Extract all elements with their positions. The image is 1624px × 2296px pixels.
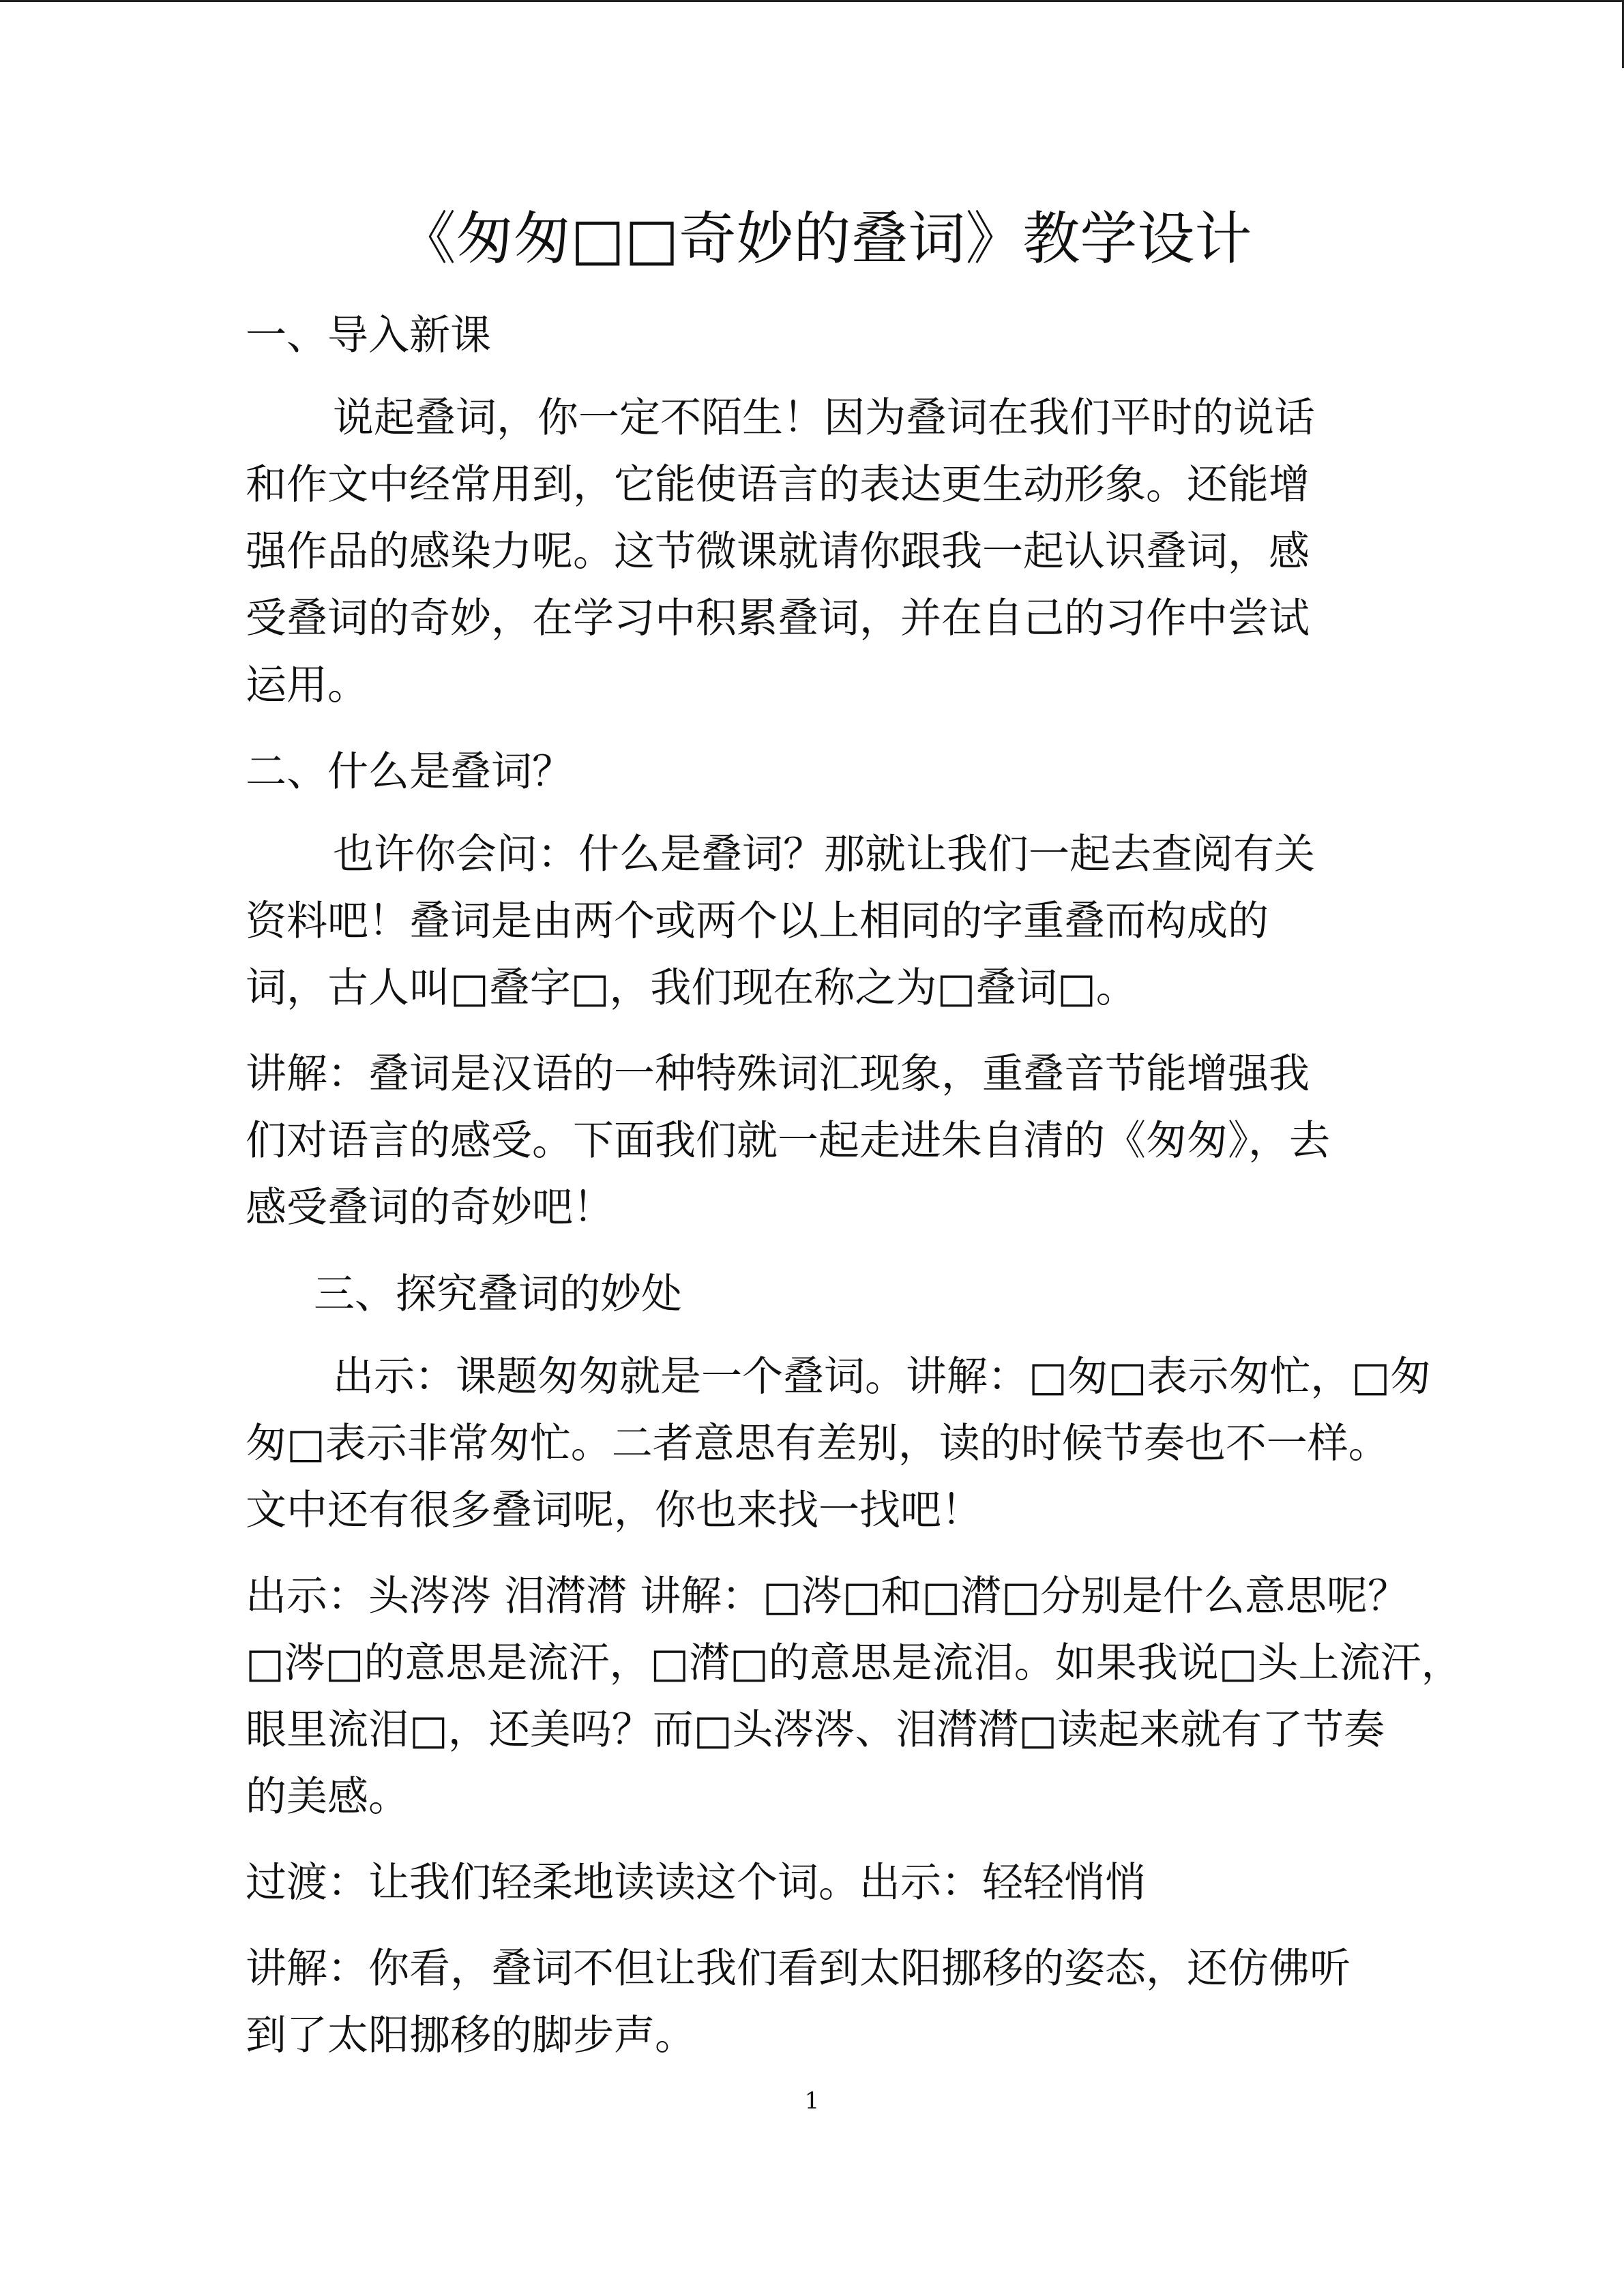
text-line: 受叠词的奇妙，在学习中积累叠词，并在自己的习作中尝试 — [246, 595, 1310, 642]
text-line: 运用。 — [246, 661, 368, 709]
text-line: 词，古人叫□叠字□，我们现在称之为□叠词□。 — [246, 964, 1137, 1012]
intro-paragraph — [246, 385, 1405, 719]
example-paragraph — [246, 1563, 1462, 1830]
section-heading-definition: 二、什么是叠词？ — [246, 748, 573, 796]
closing-paragraph — [246, 1935, 1405, 2069]
text-line: 说起叠词，你一定不陌生！因为叠词在我们平时的说话 — [333, 394, 1315, 442]
explore-paragraph — [246, 1343, 1432, 1544]
document-title: 《匆匆□□奇妙的叠词》教学设计 — [398, 205, 1252, 272]
text-line: 也许你会问：什么是叠词？那就让我们一起去查阅有关 — [333, 831, 1315, 878]
text-line: 过渡：让我们轻柔地读读这个词。出示：轻轻悄悄 — [246, 1859, 1146, 1907]
top-border-line — [0, 0, 1624, 2]
text-line: 强作品的感染力呢。这节微课就请你跟我一起认识叠词，感 — [246, 528, 1310, 576]
text-line: 文中还有很多叠词呢，你也来找一找吧！ — [246, 1487, 982, 1534]
explanation-paragraph — [246, 1041, 1405, 1241]
text-line: 和作文中经常用到，它能使语言的表达更生动形象。还能增 — [246, 461, 1310, 509]
text-line: □涔□的意思是流汗，□潸□的意思是流泪。如果我说□头上流汗， — [246, 1639, 1462, 1687]
text-line: 感受叠词的奇妙吧！ — [246, 1184, 614, 1232]
text-line: 们对语言的感受。下面我们就一起走进朱自清的《匆匆》，去 — [246, 1117, 1330, 1165]
text-line: 讲解：你看，叠词不但让我们看到太阳挪移的姿态，还仿佛听 — [246, 1945, 1350, 1993]
text-line: 匆□表示非常匆忙。二者意思有差别，读的时候节奏也不一样。 — [246, 1420, 1389, 1467]
section-heading-explore: 三、探究叠词的妙处 — [314, 1270, 682, 1318]
text-line: 的美感。 — [246, 1773, 409, 1821]
text-line: 资料吧！叠词是由两个或两个以上相同的字重叠而构成的 — [246, 897, 1269, 945]
text-line: 出示：头涔涔 泪潸潸 讲解：□涔□和□潸□分别是什么意思呢？ — [246, 1572, 1408, 1620]
text-line: 到了太阳挪移的脚步声。 — [246, 2012, 696, 2059]
text-line: 出示：课题匆匆就是一个叠词。讲解：□匆□表示匆忙，□匆 — [333, 1353, 1432, 1401]
page-number: 1 — [804, 2087, 820, 2115]
document-page — [246, 191, 1462, 2088]
text-line: 眼里流泪□，还美吗？而□头涔涔、泪潸潸□读起来就有了节奏 — [246, 1706, 1385, 1754]
transition-paragraph — [246, 1849, 1405, 1916]
section-heading-intro: 一、导入新课 — [246, 312, 491, 359]
text-line: 讲解：叠词是汉语的一种特殊词汇现象，重叠音节能增强我 — [246, 1050, 1310, 1098]
definition-paragraph — [246, 821, 1405, 1022]
